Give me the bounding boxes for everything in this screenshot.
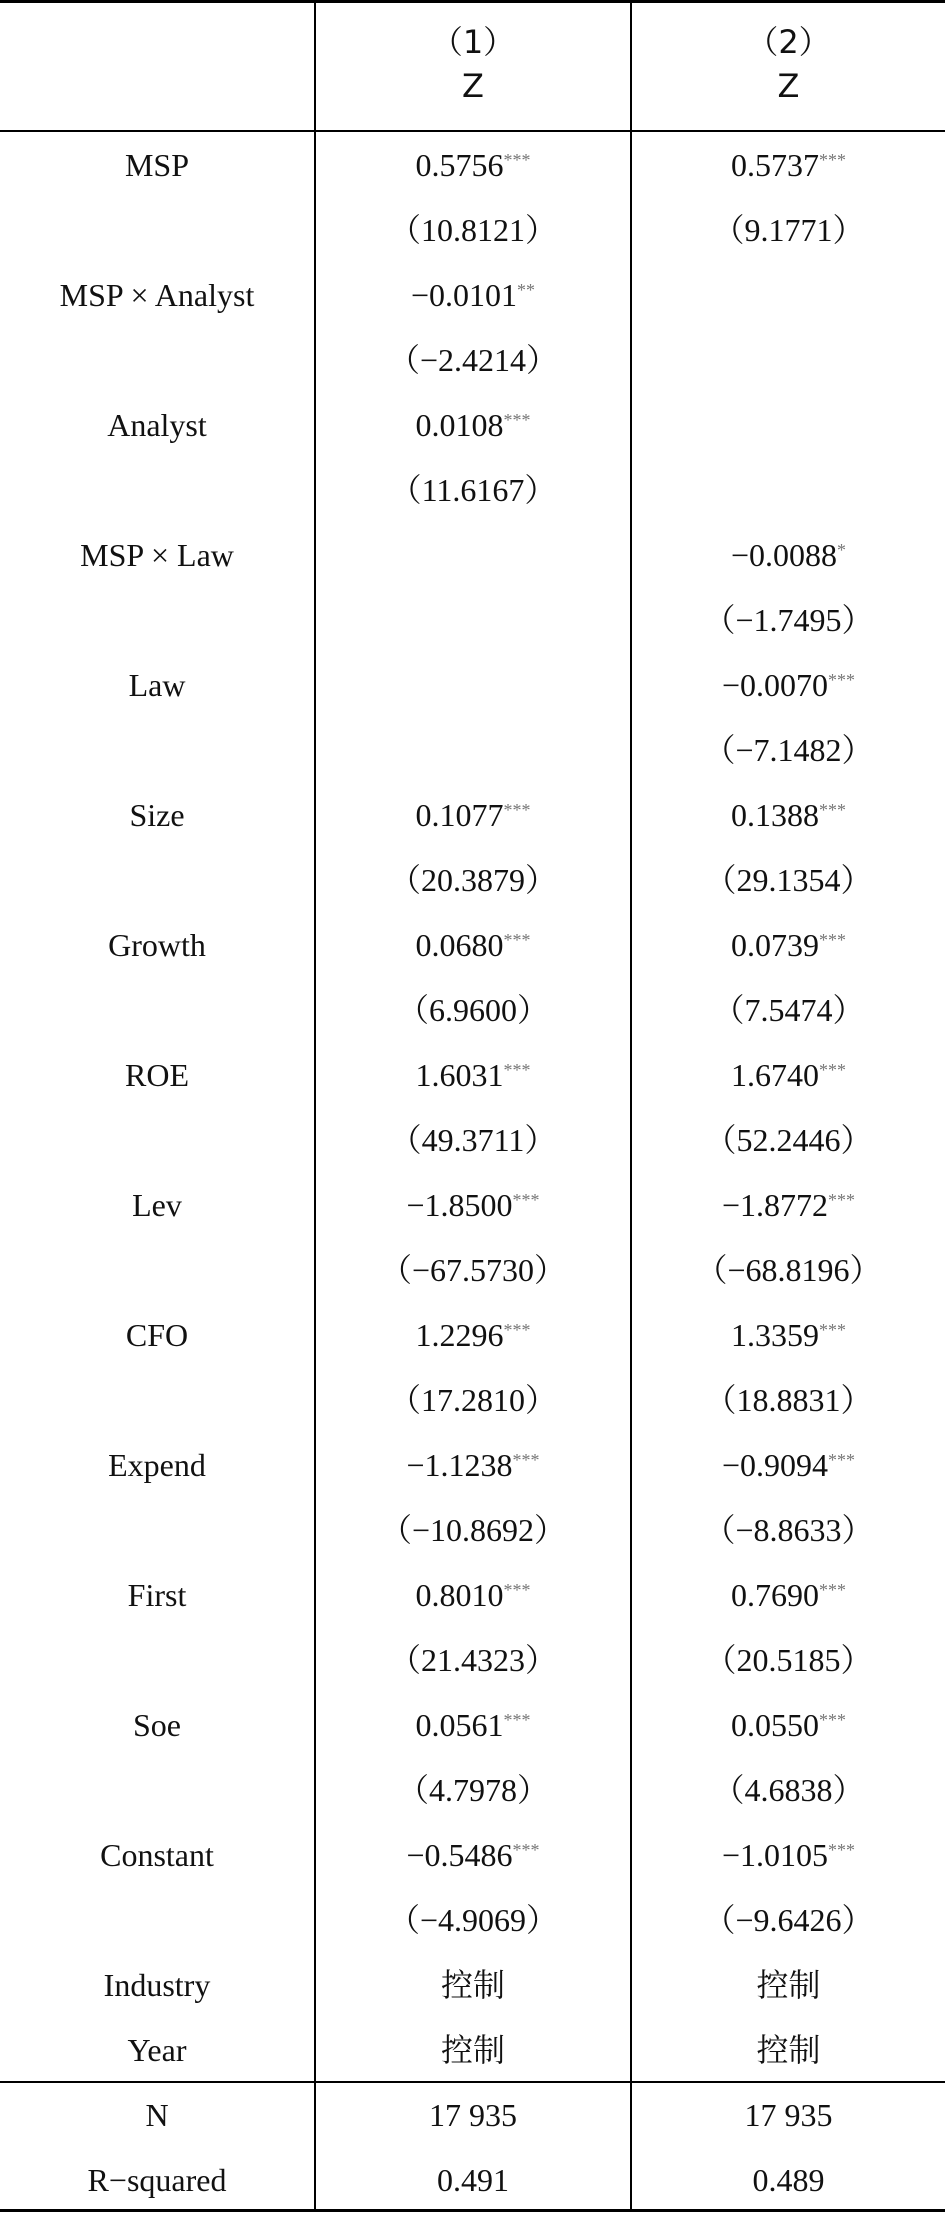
t-stat-col-1: （10.8121） (388, 212, 557, 248)
coef-col-1 (316, 1043, 630, 1108)
coef-col-1 (316, 913, 630, 978)
significance-stars: *** (828, 1190, 856, 1210)
coef-col-2 (632, 1173, 945, 1238)
coefficient-value: 1.2296 (415, 1317, 504, 1353)
coef-col-2 (632, 1693, 945, 1758)
coefficient-value: 0.8010 (415, 1577, 504, 1613)
row-label: Law (128, 667, 186, 703)
coef-col-2 (632, 653, 945, 718)
t-stat-col-1: （−67.5730） (379, 1252, 567, 1288)
coef-col-1 (316, 653, 630, 718)
significance-stars: *** (512, 1840, 540, 1860)
coef-col-1 (316, 1693, 630, 1758)
stat-col-1: 0.491 (437, 2162, 509, 2198)
significance-stars: *** (503, 1320, 531, 1340)
stat-label: R−squared (87, 2162, 227, 2198)
control-col-2: 控制 (756, 1967, 821, 2003)
t-stat-col-2: （7.5474） (712, 992, 865, 1028)
header-col-1 (316, 0, 630, 130)
t-stat-col-1: （49.3711） (389, 1122, 557, 1158)
significance-stars: ** (517, 280, 536, 300)
significance-stars: *** (503, 150, 531, 170)
coefficient-value: 0.7690 (731, 1577, 819, 1613)
significance-stars: *** (819, 930, 846, 950)
t-stat-col-1 (316, 588, 630, 653)
row-label: CFO (125, 1317, 189, 1353)
row-label: First (127, 1577, 187, 1613)
coefficient-value: −1.1238 (406, 1447, 513, 1483)
coef-col-1 (316, 523, 630, 588)
header-col-2 (632, 0, 945, 130)
control-label: Year (127, 2032, 187, 2068)
significance-stars: *** (828, 670, 856, 690)
t-stat-col-2: （−68.8196） (695, 1252, 882, 1288)
coefficient-value: −1.0105 (721, 1837, 829, 1873)
coefficient-value: 0.0108 (415, 407, 504, 443)
control-col-1: 控制 (440, 1967, 505, 2003)
coef-col-2 (632, 523, 945, 588)
coef-col-2 (632, 1433, 945, 1498)
row-label: ROE (125, 1057, 189, 1093)
control-col-1: 控制 (440, 2032, 505, 2068)
significance-stars: *** (503, 410, 531, 430)
significance-stars: *** (819, 1320, 846, 1340)
significance-stars: *** (503, 1580, 531, 1600)
stat-col-2: 0.489 (752, 2162, 825, 2198)
row-label: Lev (132, 1187, 182, 1223)
significance-stars: *** (503, 1710, 531, 1730)
significance-stars: * (837, 540, 847, 560)
row-label: Soe (133, 1707, 181, 1743)
coefficient-value: 0.5737 (731, 147, 819, 183)
coef-col-2 (632, 913, 945, 978)
significance-stars: *** (503, 800, 531, 820)
t-stat-col-2: （4.6838） (712, 1772, 865, 1808)
t-stat-col-2 (632, 458, 945, 523)
coef-col-1 (316, 783, 630, 848)
t-stat-col-1 (316, 718, 630, 783)
header-col-2-variable: Z (777, 67, 800, 105)
coefficient-value: −1.8500 (406, 1187, 513, 1223)
coef-col-2 (632, 1043, 945, 1108)
stat-col-2: 17 935 (744, 2097, 833, 2133)
coefficient-value: 0.1077 (415, 797, 504, 833)
significance-stars: *** (512, 1190, 540, 1210)
row-label: Analyst (107, 407, 207, 443)
row-label: Size (129, 797, 185, 833)
coef-col-1 (316, 1563, 630, 1628)
t-stat-col-1: （21.4323） (388, 1642, 557, 1678)
coef-col-1 (316, 1433, 630, 1498)
t-stat-col-1: （−10.8692） (379, 1512, 567, 1548)
t-stat-col-2: （−7.1482） (703, 732, 874, 768)
t-stat-col-2: （52.2446） (704, 1122, 873, 1158)
coefficient-value: 0.0739 (731, 927, 819, 963)
t-stat-col-2: （20.5185） (704, 1642, 873, 1678)
coefficient-value: 0.0550 (731, 1707, 819, 1743)
coef-col-2 (632, 133, 945, 198)
coef-col-2 (632, 1303, 945, 1368)
row-label: MSP (124, 147, 190, 183)
significance-stars: *** (512, 1450, 540, 1470)
header-col-1-number: （1） (430, 23, 516, 61)
row-label: Expend (108, 1447, 206, 1483)
t-stat-col-2: （9.1771） (712, 212, 865, 248)
coefficient-value: 0.0561 (415, 1707, 504, 1743)
significance-stars: *** (503, 930, 531, 950)
significance-stars: *** (503, 1060, 531, 1080)
t-stat-col-2: （18.8831） (704, 1382, 873, 1418)
coefficient-value: 1.6031 (415, 1057, 504, 1093)
t-stat-col-1: （−2.4214） (387, 342, 559, 378)
coefficient-value: 0.0680 (415, 927, 504, 963)
t-stat-col-1: （20.3879） (388, 862, 557, 898)
control-col-2: 控制 (756, 2032, 821, 2068)
coefficient-value: −0.5486 (406, 1837, 513, 1873)
coef-col-1 (316, 1173, 630, 1238)
t-stat-col-1: （6.9600） (396, 992, 549, 1028)
coef-col-1 (316, 263, 630, 328)
coef-col-1 (316, 393, 630, 458)
coef-col-2 (632, 783, 945, 848)
significance-stars: *** (819, 150, 846, 170)
t-stat-col-1: （−4.9069） (387, 1902, 559, 1938)
significance-stars: *** (828, 1840, 856, 1860)
coef-col-1 (316, 133, 630, 198)
row-label: Constant (100, 1837, 214, 1873)
coefficient-value: 1.3359 (731, 1317, 819, 1353)
header-rule (0, 130, 945, 132)
coef-col-2 (632, 1823, 945, 1888)
t-stat-col-2: （−9.6426） (703, 1902, 874, 1938)
coef-col-2 (632, 393, 945, 458)
t-stat-col-2: （29.1354） (704, 862, 873, 898)
coef-col-1 (316, 1303, 630, 1368)
significance-stars: *** (819, 1710, 846, 1730)
coefficient-value: 0.5756 (415, 147, 504, 183)
t-stat-col-1: （17.2810） (388, 1382, 557, 1418)
coefficient-value: 0.1388 (731, 797, 819, 833)
t-stat-col-2: （−8.8633） (703, 1512, 874, 1548)
coefficient-value: −1.8772 (721, 1187, 829, 1223)
row-label: MSP × Law (80, 537, 234, 573)
t-stat-col-2 (632, 328, 945, 393)
significance-stars: *** (819, 1060, 846, 1080)
coef-col-2 (632, 1563, 945, 1628)
coefficient-value: −0.0088 (730, 537, 838, 573)
header-col-1-variable: Z (462, 67, 484, 105)
header-col-2-number: （2） (746, 23, 831, 61)
t-stat-col-1: （4.7978） (396, 1772, 549, 1808)
t-stat-col-2: （−1.7495） (703, 602, 874, 638)
control-label: Industry (103, 1967, 211, 2003)
stat-col-1: 17 935 (429, 2097, 517, 2133)
coef-col-1 (316, 1823, 630, 1888)
coefficient-value: 1.6740 (731, 1057, 819, 1093)
coef-col-2 (632, 263, 945, 328)
t-stat-col-1: （11.6167） (389, 472, 557, 508)
stat-label: N (145, 2097, 169, 2133)
coefficient-value: −0.0070 (721, 667, 829, 703)
row-label: MSP × Analyst (59, 277, 255, 313)
coefficient-value: −0.9094 (721, 1447, 829, 1483)
significance-stars: *** (819, 1580, 846, 1600)
coefficient-value: −0.0101 (410, 277, 518, 313)
row-label: Growth (108, 927, 206, 963)
significance-stars: *** (828, 1450, 856, 1470)
significance-stars: *** (819, 800, 846, 820)
